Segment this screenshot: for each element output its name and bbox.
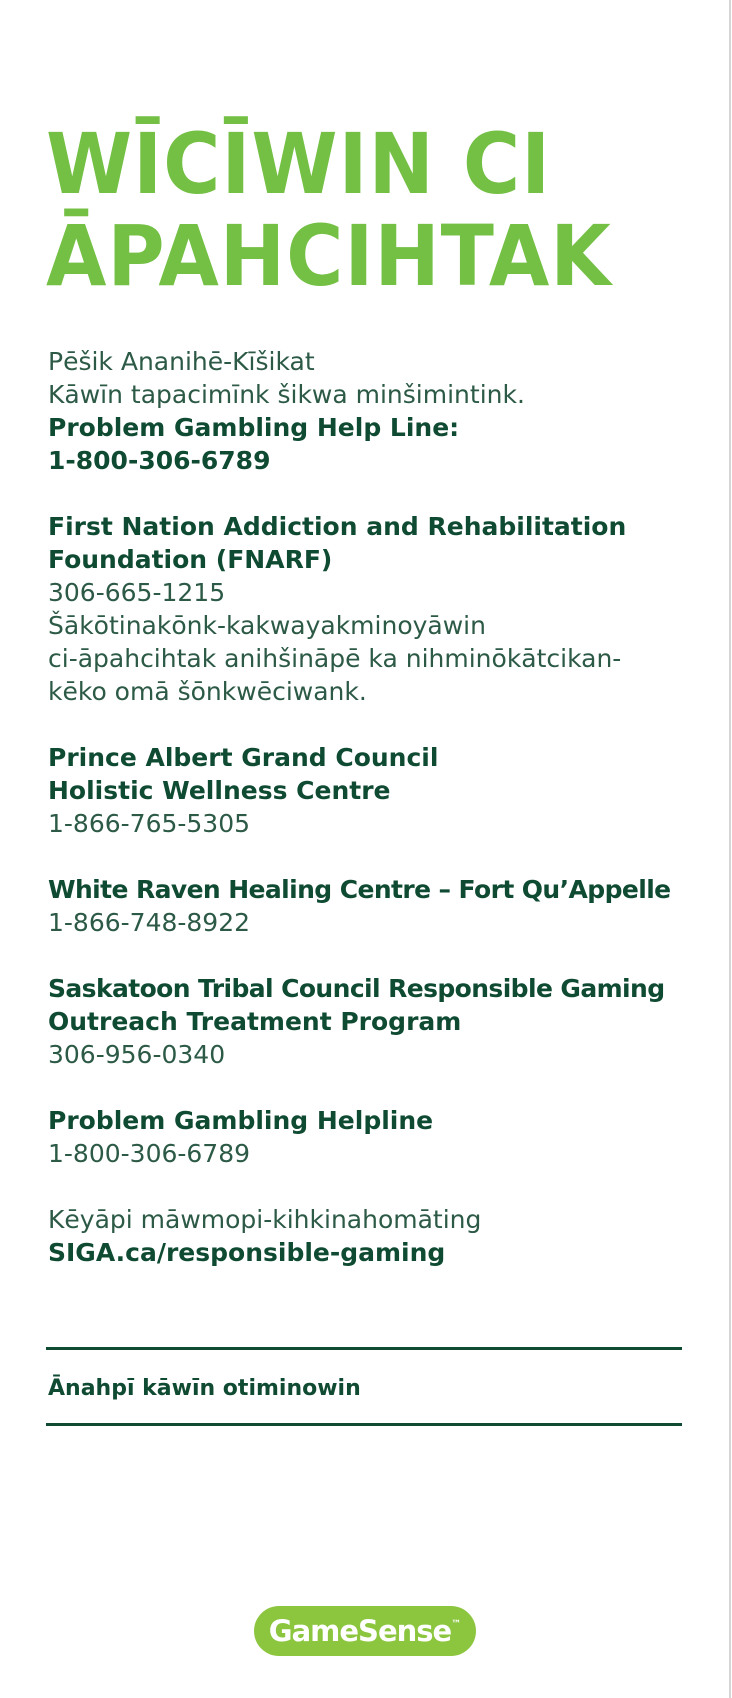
title-line-1: WĪCĪWIN CI xyxy=(46,115,552,213)
pagc-name-line-1: Prince Albert Grand Council xyxy=(48,743,439,772)
stc-name-line-1: Saskatoon Tribal Council Responsible Gaming xyxy=(48,974,665,1003)
white-raven-name: White Raven Healing Centre – Fort Qu’Appelle xyxy=(48,875,671,904)
more-info-section xyxy=(48,1203,708,1269)
intro-section xyxy=(48,345,708,477)
fnarf-section xyxy=(48,510,708,708)
gamesense-logo xyxy=(254,1606,476,1656)
pagc-phone[interactable]: 1-866-765-5305 xyxy=(48,809,251,838)
more-info-text: Kēyāpi māwmopi-kihkinahomāting xyxy=(48,1205,482,1234)
help-line-label: Problem Gambling Help Line: xyxy=(48,413,460,442)
page-title xyxy=(46,115,641,305)
footer-label: Ānahpī kāwīn otiminowin xyxy=(48,1376,361,1401)
more-info-link[interactable]: SIGA.ca/responsible-gaming xyxy=(48,1238,446,1267)
stc-name-line-2: Outreach Treatment Program xyxy=(48,1007,462,1036)
helpline-section xyxy=(48,1104,708,1170)
title-line-2: ĀPAHCIHTAK xyxy=(46,207,612,305)
stc-phone[interactable]: 306-956-0340 xyxy=(48,1040,226,1069)
top-divider xyxy=(46,1347,682,1350)
fnarf-desc-line-2: ci-āpahcihtak anihšināpē ka nihminōkātcikan- xyxy=(48,644,622,673)
fnarf-name-line-2: Foundation (FNARF) xyxy=(48,545,333,574)
pagc-name-line-2: Holistic Wellness Centre xyxy=(48,776,391,805)
content xyxy=(48,345,708,1269)
pagc-section xyxy=(48,741,708,840)
fnarf-name-line-1: First Nation Addiction and Rehabilitation xyxy=(48,512,627,541)
logo-text: GameSense xyxy=(268,1614,452,1648)
help-line-phone[interactable]: 1-800-306-6789 xyxy=(48,446,271,475)
helpline-phone[interactable]: 1-800-306-6789 xyxy=(48,1139,251,1168)
white-raven-phone[interactable]: 1-866-748-8922 xyxy=(48,908,251,937)
intro-line-2: Kāwīn tapacimīnk šikwa minšimintink. xyxy=(48,380,525,409)
trademark-mark: ™ xyxy=(451,1619,462,1630)
fnarf-phone[interactable]: 306-665-1215 xyxy=(48,578,226,607)
intro-line-1: Pēšik Ananihē-Kīšikat xyxy=(48,347,315,376)
fnarf-desc-line-3: kēko omā šōnkwēciwank. xyxy=(48,677,367,706)
fnarf-desc-line-1: Šākōtinakōnk-kakwayakminoyāwin xyxy=(48,611,486,640)
helpline-name: Problem Gambling Helpline xyxy=(48,1106,434,1135)
white-raven-section xyxy=(48,873,708,939)
stc-section xyxy=(48,972,708,1071)
bottom-divider xyxy=(46,1423,682,1426)
page-edge xyxy=(729,0,731,1698)
